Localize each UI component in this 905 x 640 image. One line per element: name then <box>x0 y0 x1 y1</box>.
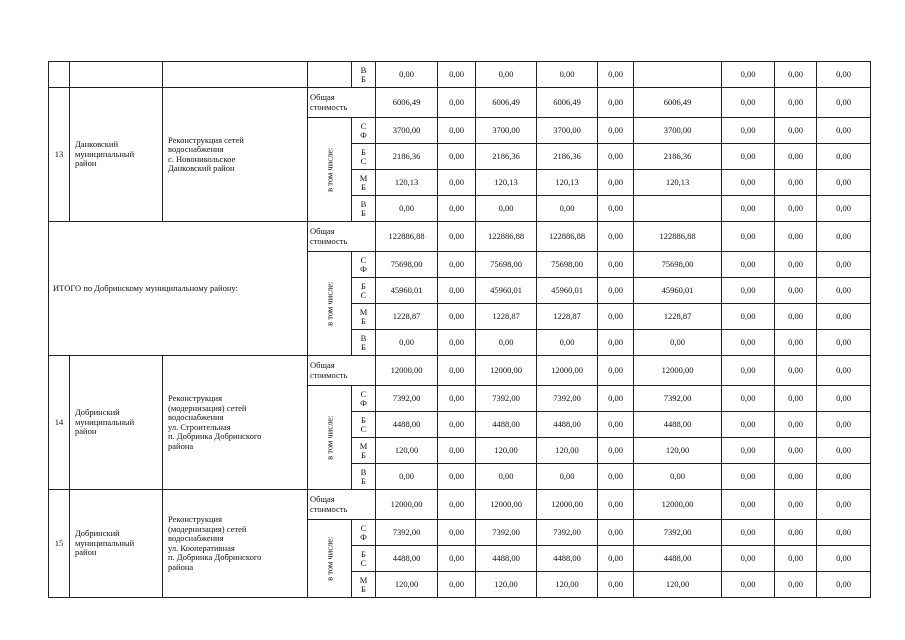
funding-code: С <box>360 120 367 131</box>
amount-cell: 0,00 <box>722 304 775 330</box>
funding-code: С <box>360 423 367 434</box>
amount-cell: 0,00 <box>438 464 476 490</box>
amount-cell: 0,00 <box>476 196 537 222</box>
amount-cell: 7392,00 <box>376 520 438 546</box>
amount-cell: 2186,36 <box>476 144 537 170</box>
funding-code-cell <box>352 118 376 144</box>
item-index: 15 <box>49 490 70 598</box>
funding-code: М <box>359 440 368 451</box>
funding-code: Б <box>361 315 366 326</box>
amount-cell: 0,00 <box>722 412 775 438</box>
funding-code-cell <box>352 412 376 438</box>
amount-cell: 0,00 <box>722 88 775 118</box>
funding-code: Б <box>361 475 366 486</box>
amount-cell: 120,00 <box>476 572 537 598</box>
district-line: Данковский <box>75 139 119 150</box>
amount-cell: 7392,00 <box>476 520 537 546</box>
funding-code: В <box>360 64 367 75</box>
amount-cell: 120,00 <box>537 438 598 464</box>
amount-cell: 0,00 <box>817 170 871 196</box>
amount-cell: 7392,00 <box>537 386 598 412</box>
amount-cell: 0,00 <box>598 222 634 252</box>
amount-cell: 0,00 <box>817 572 871 598</box>
amount-cell: 7392,00 <box>634 520 722 546</box>
amount-cell: 0,00 <box>775 438 817 464</box>
district-line: Добринский <box>75 407 120 418</box>
amount-cell: 0,00 <box>722 356 775 386</box>
amount-cell: 1228,87 <box>537 304 598 330</box>
funding-code-cell <box>352 252 376 278</box>
funding-code: Б <box>361 341 366 352</box>
amount-cell: 0,00 <box>438 118 476 144</box>
description-line: района <box>168 561 194 572</box>
amount-cell: 0,00 <box>817 546 871 572</box>
project-description <box>163 356 308 490</box>
amount-cell: 120,00 <box>634 572 722 598</box>
amount-cell: 4488,00 <box>634 412 722 438</box>
amount-cell: 0,00 <box>722 546 775 572</box>
description-line: Реконструкция сетей <box>168 134 244 145</box>
funding-code-cell <box>352 546 376 572</box>
funding-code: С <box>360 388 367 399</box>
description-line: Данковский район <box>168 163 235 173</box>
funding-code-cell <box>352 62 376 88</box>
amount-cell: 0,00 <box>634 464 722 490</box>
amount-cell: 0,00 <box>598 330 634 356</box>
amount-cell: 0,00 <box>817 278 871 304</box>
amount-cell: 0,00 <box>775 170 817 196</box>
amount-cell: 75698,00 <box>376 252 438 278</box>
amount-cell: 0,00 <box>598 490 634 520</box>
description-line: Реконструкция <box>168 393 223 403</box>
amount-cell: 0,00 <box>775 252 817 278</box>
amount-cell: 0,00 <box>598 572 634 598</box>
amount-cell: 0,00 <box>438 62 476 88</box>
description-line: ул. Строительная <box>168 421 231 432</box>
amount-cell: 7392,00 <box>476 386 537 412</box>
amount-cell: 0,00 <box>537 62 598 88</box>
including-label <box>308 118 352 222</box>
amount-cell: 0,00 <box>598 546 634 572</box>
amount-cell: 0,00 <box>722 520 775 546</box>
amount-cell: 0,00 <box>722 196 775 222</box>
amount-cell: 0,00 <box>817 438 871 464</box>
amount-cell: 0,00 <box>598 278 634 304</box>
amount-cell: 122886,88 <box>376 222 438 252</box>
amount-cell: 2186,36 <box>634 144 722 170</box>
amount-cell: 12000,00 <box>476 490 537 520</box>
label-cell <box>308 62 352 88</box>
amount-cell: 0,00 <box>817 118 871 144</box>
description-line: (модернизация) сетей <box>168 402 247 413</box>
amount-cell: 0,00 <box>722 572 775 598</box>
amount-cell: 1228,87 <box>476 304 537 330</box>
amount-cell: 120,13 <box>376 170 438 196</box>
funding-code: Ф <box>360 397 367 408</box>
funding-code: М <box>359 172 368 183</box>
project-description <box>163 88 308 222</box>
amount-cell: 0,00 <box>598 438 634 464</box>
amount-cell: 0,00 <box>476 62 537 88</box>
amount-cell: 0,00 <box>476 464 537 490</box>
amount-cell: 0,00 <box>775 490 817 520</box>
funding-code: Ф <box>360 263 367 274</box>
amount-cell: 0,00 <box>817 356 871 386</box>
funding-code-cell <box>352 196 376 222</box>
amount-cell: 0,00 <box>722 330 775 356</box>
amount-cell: 12000,00 <box>634 356 722 386</box>
amount-cell: 4488,00 <box>376 412 438 438</box>
funding-code: В <box>360 466 367 477</box>
total-cost-text: стоимость <box>310 369 348 380</box>
amount-cell: 7392,00 <box>537 520 598 546</box>
district-name <box>70 356 163 490</box>
including-label <box>308 386 352 490</box>
amount-cell: 0,00 <box>775 386 817 412</box>
amount-cell: 0,00 <box>817 490 871 520</box>
amount-cell: 0,00 <box>817 330 871 356</box>
amount-cell: 0,00 <box>438 438 476 464</box>
total-cost-text: Общая <box>310 226 335 236</box>
amount-cell: 2186,36 <box>537 144 598 170</box>
description-line: водоснабжения <box>168 412 224 422</box>
including-text: в том числе: <box>324 415 335 460</box>
amount-cell: 0,00 <box>598 144 634 170</box>
amount-cell: 3700,00 <box>376 118 438 144</box>
amount-cell: 0,00 <box>817 386 871 412</box>
total-cost-label <box>308 222 376 252</box>
amount-cell: 0,00 <box>537 196 598 222</box>
project-description <box>163 490 308 598</box>
amount-cell: 0,00 <box>817 304 871 330</box>
amount-cell <box>634 196 722 222</box>
funding-code: Ф <box>360 531 367 542</box>
amount-cell: 0,00 <box>775 572 817 598</box>
funding-code: Б <box>361 449 366 460</box>
amount-cell: 1228,87 <box>376 304 438 330</box>
amount-cell: 0,00 <box>598 464 634 490</box>
amount-cell: 0,00 <box>775 304 817 330</box>
amount-cell: 0,00 <box>438 88 476 118</box>
amount-cell: 4488,00 <box>476 546 537 572</box>
amount-cell: 0,00 <box>817 520 871 546</box>
funding-code: Ф <box>360 129 367 140</box>
amount-cell: 122886,88 <box>537 222 598 252</box>
description-line: водоснабжения <box>168 533 224 543</box>
amount-cell: 0,00 <box>722 490 775 520</box>
amount-cell: 0,00 <box>722 438 775 464</box>
amount-cell: 0,00 <box>817 88 871 118</box>
district-cell <box>70 62 163 88</box>
amount-cell: 0,00 <box>438 412 476 438</box>
summary-title: ИТОГО по Добринскому муниципальному району: <box>49 222 308 356</box>
amount-cell: 122886,88 <box>476 222 537 252</box>
district-line: муниципальный <box>75 416 135 427</box>
amount-cell: 7392,00 <box>376 386 438 412</box>
amount-cell: 0,00 <box>722 464 775 490</box>
description-line: п. Добринка Добринского <box>168 431 262 441</box>
description-line: ул. Кооперативная <box>168 542 235 553</box>
amount-cell: 0,00 <box>775 412 817 438</box>
amount-cell: 45960,01 <box>634 278 722 304</box>
amount-cell: 0,00 <box>775 222 817 252</box>
amount-cell: 120,13 <box>476 170 537 196</box>
amount-cell: 120,00 <box>376 438 438 464</box>
district-name <box>70 490 163 598</box>
amount-cell: 0,00 <box>598 356 634 386</box>
amount-cell: 0,00 <box>598 170 634 196</box>
amount-cell: 0,00 <box>775 330 817 356</box>
district-line: район <box>75 547 97 558</box>
budget-table <box>48 61 871 598</box>
funding-code: Б <box>361 73 366 84</box>
amount-cell: 0,00 <box>598 304 634 330</box>
total-cost-text: стоимость <box>310 101 348 112</box>
funding-code: Б <box>361 280 366 291</box>
amount-cell <box>634 62 722 88</box>
amount-cell: 120,00 <box>537 572 598 598</box>
amount-cell: 0,00 <box>722 252 775 278</box>
table-row <box>49 62 871 88</box>
item-total-row <box>49 490 871 520</box>
amount-cell: 0,00 <box>817 412 871 438</box>
amount-cell: 4488,00 <box>537 412 598 438</box>
amount-cell: 12000,00 <box>537 356 598 386</box>
description-line: Реконструкция <box>168 514 223 524</box>
funding-code-cell <box>352 386 376 412</box>
amount-cell: 4488,00 <box>476 412 537 438</box>
amount-cell: 0,00 <box>722 62 775 88</box>
amount-cell: 6006,49 <box>634 88 722 118</box>
amount-cell: 122886,88 <box>634 222 722 252</box>
amount-cell: 2186,36 <box>376 144 438 170</box>
amount-cell: 45960,01 <box>476 278 537 304</box>
funding-code-cell <box>352 572 376 598</box>
funding-code-cell <box>352 464 376 490</box>
district-line: район <box>75 158 97 169</box>
amount-cell: 6006,49 <box>476 88 537 118</box>
amount-cell: 0,00 <box>634 330 722 356</box>
amount-cell: 4488,00 <box>634 546 722 572</box>
including-label <box>308 252 352 356</box>
amount-cell: 120,00 <box>634 438 722 464</box>
total-cost-text: стоимость <box>310 235 348 246</box>
amount-cell: 0,00 <box>775 118 817 144</box>
amount-cell: 6006,49 <box>537 88 598 118</box>
description-line: района <box>168 440 194 451</box>
funding-code-cell <box>352 170 376 196</box>
item-total-row <box>49 88 871 118</box>
amount-cell: 0,00 <box>438 572 476 598</box>
amount-cell: 0,00 <box>817 252 871 278</box>
amount-cell: 0,00 <box>598 196 634 222</box>
funding-code-cell <box>352 520 376 546</box>
description-line: водоснабжения <box>168 144 224 154</box>
summary-total-row <box>49 222 871 252</box>
item-index: 13 <box>49 88 70 222</box>
funding-code-cell <box>352 278 376 304</box>
total-cost-text: стоимость <box>310 503 348 514</box>
amount-cell: 0,00 <box>438 170 476 196</box>
funding-code: Б <box>361 583 366 594</box>
amount-cell: 4488,00 <box>376 546 438 572</box>
district-line: район <box>75 426 97 437</box>
amount-cell: 0,00 <box>537 464 598 490</box>
including-text: в том числе: <box>324 281 335 326</box>
district-line: муниципальный <box>75 537 135 548</box>
amount-cell: 0,00 <box>376 196 438 222</box>
amount-cell: 0,00 <box>376 62 438 88</box>
funding-code: В <box>360 198 367 209</box>
funding-code-cell <box>352 304 376 330</box>
amount-cell: 0,00 <box>438 356 476 386</box>
amount-cell: 4488,00 <box>537 546 598 572</box>
description-line: (модернизация) сетей <box>168 523 247 534</box>
amount-cell: 0,00 <box>722 170 775 196</box>
amount-cell: 0,00 <box>438 222 476 252</box>
amount-cell: 0,00 <box>817 196 871 222</box>
including-text: в том числе: <box>324 536 335 581</box>
amount-cell: 0,00 <box>722 222 775 252</box>
amount-cell: 0,00 <box>438 386 476 412</box>
amount-cell: 0,00 <box>438 330 476 356</box>
amount-cell: 0,00 <box>817 222 871 252</box>
amount-cell: 12000,00 <box>537 490 598 520</box>
amount-cell: 120,13 <box>537 170 598 196</box>
amount-cell: 120,00 <box>476 438 537 464</box>
amount-cell: 3700,00 <box>537 118 598 144</box>
amount-cell: 75698,00 <box>634 252 722 278</box>
amount-cell: 0,00 <box>775 520 817 546</box>
amount-cell: 0,00 <box>722 144 775 170</box>
amount-cell: 12000,00 <box>476 356 537 386</box>
total-cost-label <box>308 490 376 520</box>
amount-cell: 120,13 <box>634 170 722 196</box>
district-line: муниципальный <box>75 148 135 159</box>
amount-cell: 120,00 <box>376 572 438 598</box>
funding-code: С <box>360 254 367 265</box>
funding-code-cell <box>352 438 376 464</box>
district-line: Добринский <box>75 528 120 539</box>
amount-cell: 12000,00 <box>376 356 438 386</box>
amount-cell: 0,00 <box>537 330 598 356</box>
amount-cell: 0,00 <box>817 464 871 490</box>
amount-cell: 0,00 <box>775 356 817 386</box>
funding-code: Б <box>361 414 366 425</box>
total-cost-label <box>308 356 376 386</box>
amount-cell: 0,00 <box>438 520 476 546</box>
total-cost-text: Общая <box>310 92 335 102</box>
amount-cell: 0,00 <box>775 278 817 304</box>
amount-cell: 7392,00 <box>634 386 722 412</box>
amount-cell: 0,00 <box>438 546 476 572</box>
amount-cell: 6006,49 <box>376 88 438 118</box>
including-label <box>308 520 352 598</box>
amount-cell: 0,00 <box>438 144 476 170</box>
funding-code-cell <box>352 330 376 356</box>
amount-cell: 0,00 <box>598 386 634 412</box>
funding-code: Б <box>361 146 366 157</box>
index-cell <box>49 62 70 88</box>
funding-code-cell <box>352 144 376 170</box>
description-cell <box>163 62 308 88</box>
item-index: 14 <box>49 356 70 490</box>
amount-cell: 0,00 <box>722 278 775 304</box>
including-text: в том числе: <box>324 147 335 192</box>
funding-code: Б <box>361 181 366 192</box>
amount-cell: 0,00 <box>775 88 817 118</box>
amount-cell: 0,00 <box>817 62 871 88</box>
amount-cell: 0,00 <box>722 118 775 144</box>
amount-cell: 0,00 <box>376 464 438 490</box>
amount-cell: 0,00 <box>598 520 634 546</box>
funding-code: С <box>360 522 367 533</box>
amount-cell: 0,00 <box>598 88 634 118</box>
amount-cell: 0,00 <box>775 144 817 170</box>
amount-cell: 3700,00 <box>476 118 537 144</box>
amount-cell: 0,00 <box>438 490 476 520</box>
item-total-row <box>49 356 871 386</box>
amount-cell: 0,00 <box>775 464 817 490</box>
district-name <box>70 88 163 222</box>
funding-code: С <box>360 289 367 300</box>
funding-code: С <box>360 155 367 166</box>
description-line: с. Новоникольское <box>168 153 236 164</box>
amount-cell: 0,00 <box>438 304 476 330</box>
total-cost-text: Общая <box>310 494 335 504</box>
amount-cell: 45960,01 <box>376 278 438 304</box>
total-cost-label <box>308 88 376 118</box>
amount-cell: 0,00 <box>598 118 634 144</box>
amount-cell: 0,00 <box>598 252 634 278</box>
amount-cell: 0,00 <box>775 62 817 88</box>
amount-cell: 12000,00 <box>376 490 438 520</box>
amount-cell: 0,00 <box>438 252 476 278</box>
total-cost-text: Общая <box>310 360 335 370</box>
amount-cell: 0,00 <box>598 62 634 88</box>
funding-code: В <box>360 332 367 343</box>
amount-cell: 75698,00 <box>476 252 537 278</box>
amount-cell: 75698,00 <box>537 252 598 278</box>
amount-cell: 0,00 <box>376 330 438 356</box>
description-line: п. Добринка Добринского <box>168 552 262 562</box>
amount-cell: 3700,00 <box>634 118 722 144</box>
funding-code: М <box>359 574 368 585</box>
amount-cell: 0,00 <box>438 278 476 304</box>
amount-cell: 0,00 <box>476 330 537 356</box>
amount-cell: 45960,01 <box>537 278 598 304</box>
funding-code: Б <box>361 548 366 559</box>
amount-cell: 0,00 <box>598 412 634 438</box>
funding-code: Б <box>361 207 366 218</box>
amount-cell: 1228,87 <box>634 304 722 330</box>
amount-cell: 0,00 <box>817 144 871 170</box>
amount-cell: 0,00 <box>775 196 817 222</box>
amount-cell: 0,00 <box>438 196 476 222</box>
amount-cell: 0,00 <box>775 546 817 572</box>
amount-cell: 12000,00 <box>634 490 722 520</box>
funding-code: С <box>360 557 367 568</box>
funding-code: М <box>359 306 368 317</box>
amount-cell: 0,00 <box>722 386 775 412</box>
